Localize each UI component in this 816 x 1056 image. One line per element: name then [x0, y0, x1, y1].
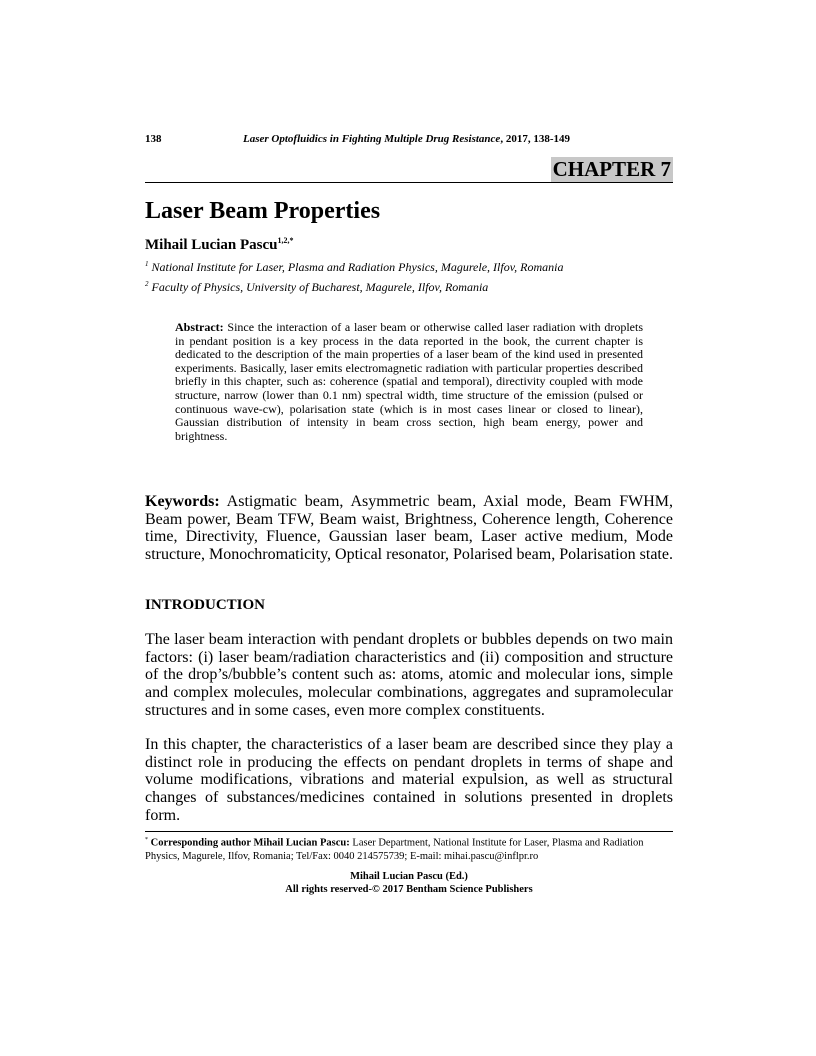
chapter-title: Laser Beam Properties: [145, 198, 381, 224]
section-heading: INTRODUCTION: [145, 597, 266, 613]
page-footer: [145, 870, 673, 896]
affiliation-number: 2: [145, 280, 149, 288]
author-superscript: 1,2,*: [277, 236, 294, 245]
footnote-label: Corresponding author Mihail Lucian Pascu:: [150, 837, 350, 849]
abstract-text: Since the interaction of a laser beam or otherwise called laser radiation with droplets in pendant position is a key process in the data reported in the book, the current chapter is dedicated to the description of the main properties of a laser beam of the kind used in presented experiments. Basically, laser emits electromagnetic radiation with particular properties described briefly in this chapter, such as: coherence (spatial and temporal), directivity coupled with mode structure, narrow (lower than 0.1 nm) spectral width, time structure of the emission (pulsed or continuous wave-cw), polarisation state (which is in most cases linear or closed to linear), Gaussian distribution of intensity in beam cross section, high beam energy, power and brightness.: [175, 320, 644, 443]
page-number: 138: [145, 133, 162, 145]
book-citation: [243, 133, 570, 145]
affiliation: [145, 260, 563, 275]
footnote: [145, 834, 675, 863]
affiliation-text: Faculty of Physics, University of Bucharest, Magurele, Ilfov, Romania: [151, 280, 489, 294]
book-title: Laser Optofluidics in Fighting Multiple Drug Resistance: [243, 133, 501, 145]
author: [145, 236, 294, 254]
affiliation-number: 1: [145, 260, 149, 268]
paragraph: The laser beam interaction with pendant droplets or bubbles depends on two main factors: (i) laser beam/radiation characteristics and (ii) composition and structure of the drop’s/bubble’s content such as: atoms, atomic and molecular ions, simple and complex molecules, molecular combinations, aggregates and supramolecular structures and in some cases, even more complex constituents.: [145, 631, 673, 719]
author-name: Mihail Lucian Pascu: [145, 237, 278, 253]
keywords-label: Keywords:: [145, 493, 220, 510]
editor-line: Mihail Lucian Pascu (Ed.): [350, 871, 468, 882]
footnote-text: Laser Department, National Institute for Laser, Plasma and Radiation Physics, Magurele, Ilfov, Romania; Tel/Fax: 0040 214575739; E-mail: mihai.pascu@inflpr.ro: [145, 837, 644, 862]
abstract: [175, 321, 643, 443]
footnote-mark: *: [145, 837, 148, 843]
book-info: , 2017, 138-149: [500, 133, 570, 145]
keywords-text: Astigmatic beam, Asymmetric beam, Axial mode, Beam FWHM, Beam power, Beam TFW, Beam waist, Brightness, Coherence length, Coherence time, Directivity, Fluence, Gaussian laser beam, Laser active medium, Mode structure, Monochromaticity, Optical resonator, Polarised beam, Polarisation state.: [145, 493, 673, 563]
paragraph: In this chapter, the characteristics of a laser beam are described since they play a distinct role in producing the effects on pendant droplets in terms of shape and volume modifications, vibrations and material expulsion, as well as structural changes of substances/medicines contained in solutions presented in droplets form.: [145, 736, 673, 824]
chapter-label: CHAPTER 7: [552, 157, 671, 181]
header-divider: [145, 182, 673, 183]
affiliation-text: National Institute for Laser, Plasma and Radiation Physics, Magurele, Ilfov, Romania: [151, 260, 564, 274]
keywords: [145, 493, 673, 563]
footnote-divider: [145, 831, 673, 832]
affiliation: [145, 280, 488, 295]
rights-line: All rights reserved-© 2017 Bentham Science Publishers: [285, 884, 533, 895]
abstract-label: Abstract:: [175, 320, 224, 334]
